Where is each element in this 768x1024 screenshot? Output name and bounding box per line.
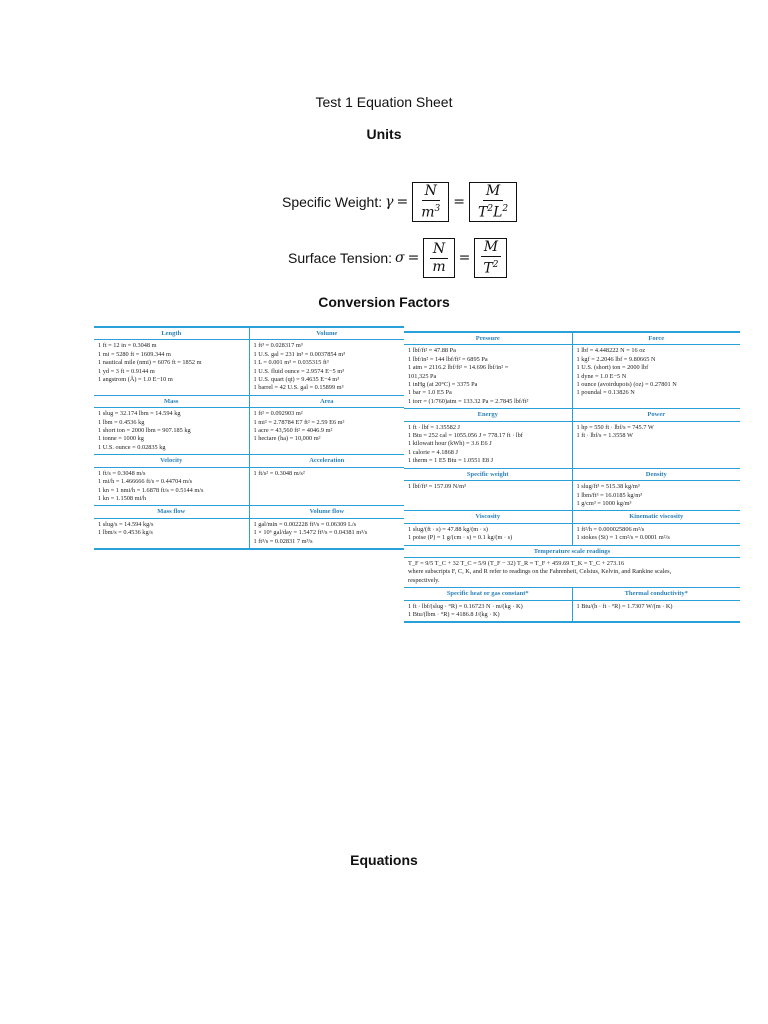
conversion-line: 1 U.S. ounce = 0.02835 kg [98,443,166,451]
surface-tension-label: Surface Tension: [288,250,393,266]
table-cell-header: Pressure [404,335,572,345]
conversion-line: 1 × 10⁶ gal/day = 1.5472 ft³/s = 0.04381 m³/s [253,529,368,537]
table-row [404,331,740,409]
equations-heading: Equations [350,852,418,868]
table-cell-header: Volume [250,330,405,340]
table-row [94,455,404,506]
conversion-line: 1 therm = 1 E5 Btu = 1.0551 E8 J [408,457,494,465]
conversion-line: 1 hectare (ha) = 10,000 m² [253,435,321,443]
conversion-line: respectively. [408,576,440,584]
conversion-line: 1 g/cm³ = 1000 kg/m³ [576,499,632,507]
table-cell [94,506,249,548]
table-cell [572,469,741,511]
table-cell-header: Specific weight [404,471,572,481]
table-cell-header: Acceleration [250,457,405,467]
conversion-line: 1 slug = 32.174 lbm = 14.594 kg [98,410,181,418]
table-cell-header: Length [94,330,249,340]
conversion-line: 1 calorie = 4.1868 J [408,448,458,456]
conversion-line: 1 poundal = 0.13826 N [576,389,635,397]
conversion-line: 1 ft · lbf/(slug · °R) = 0.16723 N · m/(kg · K) [408,602,523,610]
conversion-line: 1 mi/h = 1.466666 ft/s = 0.44704 m/s [98,478,193,486]
conversion-line: 1 L = 0.001 m³ = 0.035315 ft³ [253,359,329,367]
table-cell [404,409,572,467]
table-cell [249,506,405,548]
conversion-line: 1 lbm = 0.4536 kg [98,418,145,426]
table-cell [249,455,405,505]
conversion-line: 1 nautical mile (nmi) = 6076 ft = 1852 m [98,359,202,367]
specific-weight-symbol: γ [385,194,394,210]
conversion-line: 1 lbm/ft³ = 16.0185 kg/m³ [576,491,643,499]
table-cell-header: Specific heat or gas constant* [404,590,572,600]
table-cell-header: Mass flow [94,508,249,518]
conversion-line: 1 barrel = 42 U.S. gal = 0.15899 m³ [253,384,344,392]
table-cell [249,396,405,454]
table-cell [94,455,249,505]
conversion-line: 1 ft² = 0.092903 m² [253,410,303,418]
conversion-line: 1 lbf/ft³ = 157.09 N/m³ [408,483,466,491]
table-row [94,506,404,550]
conversion-line: 1 angstrom (Å) = 1.0 E−10 m [98,376,173,384]
table-cell-header: Area [250,398,405,408]
conversion-line: 1 ft³/s = 0.02831 7 m³/s [253,537,313,545]
table-cell-header: Power [573,411,741,421]
table-cell-header: Thermal conductivity* [573,590,741,600]
table-cell-header: Temperature scale readings [404,548,740,558]
table-row [94,396,404,455]
table-cell-header: Velocity [94,457,249,467]
conversion-line: 1 poise (P) = 1 g/(cm · s) = 0.1 kg/(m · s) [408,534,513,542]
table-cell-header: Energy [404,411,572,421]
conversion-line: 1 slug/s = 14.594 kg/s [98,520,154,528]
table-cell [572,409,741,467]
table-cell [404,546,740,588]
conversion-line: 1 kn = 1 nmi/h = 1.6878 ft/s = 0.5144 m/s [98,486,204,494]
conversion-line: 1 lbf/in² = 144 lbf/ft² = 6895 Pa [408,355,488,363]
conversion-line: 1 U.S. fluid ounce = 2.9574 E−5 m³ [253,367,344,375]
conversion-line: 1 inHg (at 20°C) = 3375 Pa [408,381,478,389]
table-row [404,469,740,512]
conversion-line: 1 slug/ft³ = 515.38 kg/m³ [576,483,640,491]
conversion-line: 1 ft³ = 0.028317 m³ [253,342,303,350]
table-cell-header: Kinematic viscosity [573,513,741,523]
specific-weight-equation: Specific Weight: γ = $\frac{N}{m^3}$ = $\frac{M}{T^2L^2}$ [282,182,518,222]
conversion-line: 1 acre = 43,560 ft² = 4046.9 m² [253,427,333,435]
conversion-line: 1 U.S. gal = 231 in³ = 0.0037854 m³ [253,350,346,358]
conversion-table-left [94,326,404,550]
table-row [404,546,740,589]
conversion-line: 1 kgf = 2.2046 lbf = 9.80665 N [576,355,656,363]
conversion-line: 1 U.S. (short) ton = 2000 lbf [576,364,649,372]
table-cell [404,588,572,621]
table-row [94,326,404,396]
conversion-line: 1 lbm/s = 0.4536 kg/s [98,529,153,537]
conversion-line: 1 tonne = 1000 kg [98,435,144,443]
conversion-line: 1 hp = 550 ft · lbf/s = 745.7 W [576,423,654,431]
conversion-line: 1 torr = (1/760)atm = 133.32 Pa = 2.7845 lbf/ft² [408,397,529,405]
table-cell [94,328,249,395]
table-cell-header: Volume flow [250,508,405,518]
conversion-line: 1 lbf = 4.448222 N = 16 oz [576,347,646,355]
table-cell-header: Viscosity [404,513,572,523]
conversion-line: 1 ft · lbf/s = 1.3558 W [576,432,633,440]
table-cell-header: Density [573,471,741,481]
table-cell [404,511,572,544]
table-cell [572,511,741,544]
conversion-line: 1 bar = 1.0 E5 Pa [408,389,452,397]
table-row [404,409,740,468]
page-title: Test 1 Equation Sheet [315,94,453,110]
conversion-line: T_F = 9/5 T_C + 32 T_C = 5/9 (T_F − 32) T_R = T_F + 459.69 T_K = T_C + 273.16 [408,559,625,567]
conversion-line: 1 Btu/(h · ft · °R) = 1.7307 W/(m · K) [576,602,673,610]
surface-tension-symbol: σ [395,250,405,266]
dimension-bracket: $\frac{M}{T^2L^2}$ [469,182,517,222]
conversion-line: 1 mi = 5280 ft = 1609.344 m [98,350,171,358]
specific-weight-label: Specific Weight: [282,194,383,210]
conversion-line: 1 Btu = 252 cal = 1055.056 J = 778.17 ft · lbf [408,432,523,440]
table-cell [572,333,741,408]
conversion-line: 1 U.S. quart (qt) = 9.4635 E−4 m³ [253,376,340,384]
conversion-line: 1 ounce (avoirdupois) (oz) = 0.27801 N [576,381,677,389]
conversion-line: 1 ft²/h = 0.000025806 m²/s [576,525,645,533]
conversion-line: 1 lbf/ft² = 47.88 Pa [408,347,456,355]
si-units-bracket: $\frac{N}{m}$ [423,238,454,278]
table-cell-header: Force [573,335,741,345]
conversion-line: where subscripts F, C, K, and R refer to readings on the Fahrenheit, Celsius, Kelvin, and Rankine scales, [408,568,672,576]
conversion-line: 1 short ton = 2000 lbm = 907.185 kg [98,427,191,435]
table-row [404,588,740,623]
conversion-line: 1 ft = 12 in = 0.3048 m [98,342,157,350]
conversion-line: 1 yd = 3 ft = 0.9144 m [98,367,155,375]
conversion-table-right [404,331,740,623]
table-cell [572,588,741,621]
conversion-line: 1 ft · lbf = 1.35582 J [408,423,460,431]
table-row [404,511,740,545]
table-cell [94,396,249,454]
conversion-line: 1 kilowatt hour (kWh) = 3.6 E6 J [408,440,492,448]
conversion-line: 1 Btu/(lbm · °R) = 4186.8 J/(kg · K) [408,610,500,618]
conversion-line: 1 atm = 2116.2 lbf/ft² = 14.696 lbf/in² = [408,364,509,372]
conversion-line: 1 stokes (St) = 1 cm²/s = 0.0001 m²/s [576,534,670,542]
conversion-line: 1 slug/(ft · s) = 47.88 kg/(m · s) [408,525,488,533]
table-cell-header: Mass [94,398,249,408]
surface-tension-equation: Surface Tension: σ = $\frac{N}{m}$ = $\frac{M}{T^2}$ [288,238,508,278]
conversion-line: 1 dyne = 1.0 E−5 N [576,372,627,380]
units-heading: Units [366,126,402,142]
conversion-line: 1 gal/min = 0.002228 ft³/s = 0.06309 L/s [253,520,357,528]
conversion-factors-heading: Conversion Factors [318,294,450,310]
conversion-line: 1 mi² = 2.78784 E7 ft² = 2.59 E6 m² [253,418,345,426]
conversion-line: 1 ft/s = 0.3048 m/s [98,469,146,477]
conversion-line: 101,325 Pa [408,372,437,380]
table-cell [404,469,572,511]
conversion-line: 1 kn = 1.1508 mi/h [98,494,147,502]
table-cell [404,333,572,408]
dimension-bracket: $\frac{M}{T^2}$ [474,238,507,278]
table-cell [249,328,405,395]
conversion-line: 1 ft/s² = 0.3048 m/s² [253,469,305,477]
si-units-bracket: $\frac{N}{m^3}$ [412,182,449,222]
